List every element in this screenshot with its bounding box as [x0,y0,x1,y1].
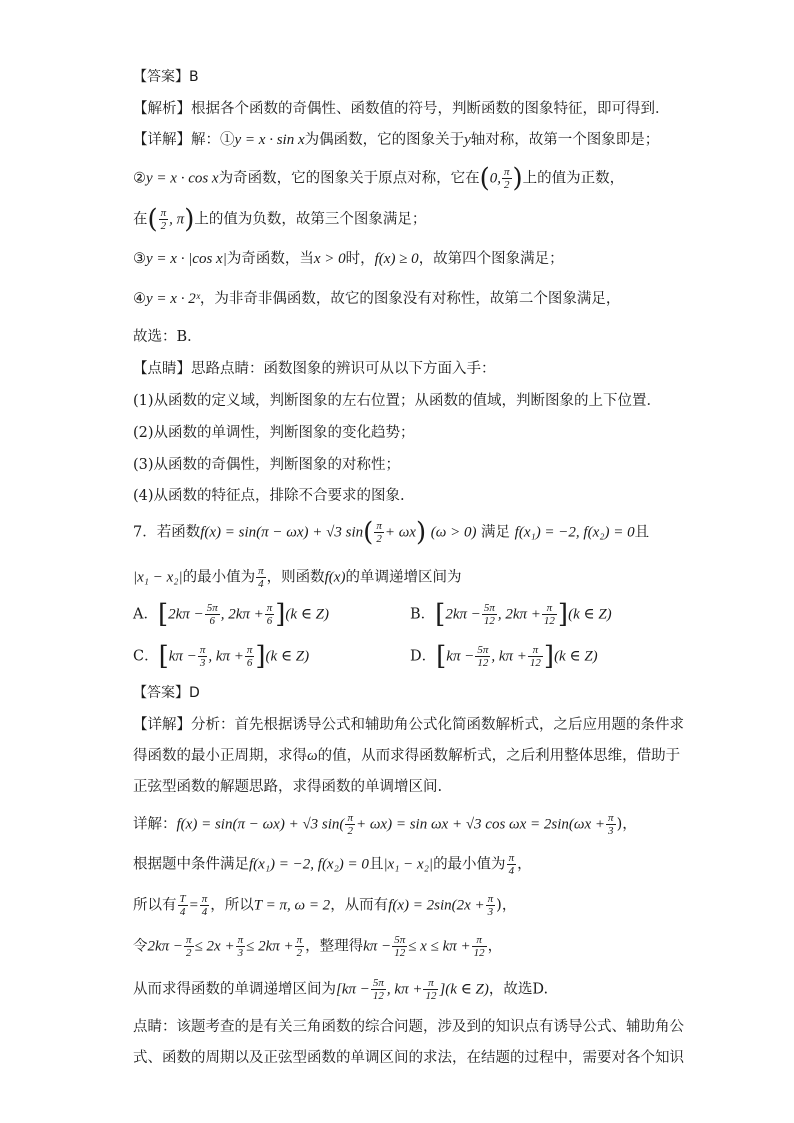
condition-fx-nonneg: f(x) ≥ 0 [374,251,419,267]
analysis-line [133,99,670,119]
detail2-derivation: 详解：f(x) = sin(π − ωx) + √3 sin( $\frac{\pi}{2}$ + ωx) = sin ωx + √3 cos ωx = 2sin(ωx + $\frac{\pi}{3}$ )， [133,812,637,837]
option-b[interactable]: B．[2kπ − $\frac{5\pi}{12}$ , 2kπ + $\frac{\pi}{12}$ ](k ∈ Z) [410,599,612,630]
detail2-conditions: 根据题中条件满足f(x₁) = −2, f(x₂) = 0且|x₁ − x₂|的最小值为 $\frac{\pi}{4}$ ， [133,852,532,877]
fraction-pi-over-2: $\frac{\pi}{2}$ [160,207,167,232]
detail-text: 为奇函数，当 [226,251,314,267]
close-paren: ) [184,204,195,235]
condition-x-positive: x > 0 [313,251,346,267]
fraction-pi-over-2: $\frac{\pi}{2}$ [504,166,510,191]
fraction-pi-over-2: $\frac{\pi}{2}$ [376,520,382,545]
detail-text: 轴对称，故第一个图象即是； [470,132,660,148]
formula-x-2x: y = x · 2ˣ [146,291,200,307]
point-1: (1)从函数的定义域，判断图象的左右位置；从函数的值域，判断图象的上下位置． [133,393,662,409]
answer-line-1 [133,67,199,87]
answer-text: 【答案】B [133,69,199,85]
detail-text: ，故第四个图象满足； [418,251,564,267]
question-function: f(x) = sin(π − ωx) + √3 sin [200,524,364,541]
option-d-label: D． [410,648,437,665]
option-d[interactable]: D．[kπ − $\frac{5\pi}{12}$ , kπ + $\frac{\pi}{12}$ ](k ∈ Z) [410,641,598,672]
close-paren: ) [512,163,523,194]
detail-line-5 [133,289,620,309]
detail-label: 【详解】解：① [133,132,235,148]
answer-line-2: 【答案】D [133,685,200,701]
question-7-line-1: 7．若函数f(x) = sin(π − ωx) + √3 sin( $\frac{\pi}{2}$ + ωx) (ω > 0) 满足 f(x₁) = −2, f(x₂) = 0且 [133,517,650,548]
circled-4: ④ [133,291,146,307]
option-c[interactable]: C．[kπ − $\frac{\pi}{3}$ , kπ + $\frac{\pi}{6}$ ](k ∈ Z) [133,641,310,672]
point-2: (2)从函数的单调性，判断图象的变化趋势； [133,425,415,441]
option-a[interactable]: A．[2kπ − $\frac{5\pi}{6}$ , 2kπ + $\frac{\pi}{6}$ ](k ∈ Z) [133,599,330,630]
detail-text: 上的值为负数，故第三个图象满足； [194,211,427,228]
detail-line-1 [133,130,659,150]
formula-xsinx: y = x · sin x [234,132,305,148]
interval-start: 0, [489,170,501,187]
detail-line-2 [133,163,625,194]
detail2-line-1: 【详解】分析：首先根据诱导公式和辅助角公式化简函数解析式，之后应用题的条件求 [133,717,684,733]
omega-condition: (ω > 0) [430,524,477,541]
tip-text: 【点睛】思路点睛：函数图象的辨识可从以下方面入手： [133,361,496,377]
open-paren: ( [479,163,490,194]
choice-line [133,327,202,347]
circled-3: ③ [133,251,146,267]
interval-end: , π [169,211,185,228]
fraction-pi-over-4: $\frac{\pi}{4}$ [258,565,264,590]
conditions-f-x1-x2: f(x₁) = −2, f(x₂) = 0 [514,524,635,541]
question-7-line-2: |x₁ − x₂|的最小值为 $\frac{\pi}{4}$ ，则函数f(x)的单调递增区间为 [133,565,462,590]
detail-line-3 [133,204,427,235]
detail-line-4 [133,249,564,269]
point-3: (3)从函数的奇偶性，判断图象的对称性； [133,457,401,473]
abs-x1-x2: |x₁ − x₂| [133,569,183,586]
y-axis-symbol: y [464,132,471,148]
detail-text: 上的值为正数， [522,170,625,187]
detail2-result: 从而求得函数的单调递增区间为[kπ − $\frac{5\pi}{12}$ , kπ + $\frac{\pi}{12}$ ](k ∈ Z)，故选D. [133,977,549,1002]
comment-line-1: 点睛：该题考查的是有关三角函数的综合问题，涉及到的知识点有诱导公式、辅助角公 [133,1019,684,1035]
formula-x-abs-cosx: y = x · |cos x| [146,251,227,267]
formula-xcosx: y = x · cos x [146,170,219,187]
comment-line-2: 式、函数的周期以及正弦型函数的单调区间的求法，在结题的过程中，需要对各个知识 [133,1050,684,1066]
detail-text: 在 [133,211,148,228]
detail-text: ，为非奇非偶函数，故它的图象没有对称性，故第二个图象满足， [199,291,621,307]
detail-text: 为偶函数，它的图象关于 [304,132,465,148]
choice-text: 故选：B． [133,329,202,345]
detail-text: 为奇函数，它的图象关于原点对称，它在 [218,170,480,187]
open-paren: ( [147,204,158,235]
detail2-inequality: 令2kπ − $\frac{\pi}{2}$ ≤ 2x + $\frac{\pi}{3}$ ≤ 2kπ + $\frac{\pi}{2}$ ，整理得kπ − $\frac{5\pi}{12}$ ≤ x ≤ kπ + $\frac{\pi}{12}$ ， [133,934,503,959]
circled-2: ② [133,170,146,187]
detail2-line-2: 得函数的最小正周期，求得ω的值，从而求得函数解析式，之后利用整体思维，借助于 [133,748,681,764]
detail2-period: 所以有 $\frac{T}{4}$ = $\frac{\pi}{4}$ ，所以T = π, ω = 2，从而有f(x) = 2sin(2x + $\frac{\pi}{3}$ )， [133,893,517,918]
detail-text: 时， [345,251,375,267]
question-number: 7．若函数 [133,524,201,541]
analysis-text: 【解析】根据各个函数的奇偶性、函数值的符号，判断函数的图象特征，即可得到． [133,101,670,117]
detail2-line-3: 正弦型函数的解题思路，求得函数的单调增区间. [133,779,443,795]
option-b-label: B． [410,606,436,623]
option-a-label: A． [133,606,158,623]
point-4: (4)从函数的特征点，排除不合要求的图象. [133,488,405,504]
tip-line [133,359,496,379]
option-c-label: C． [133,648,159,665]
